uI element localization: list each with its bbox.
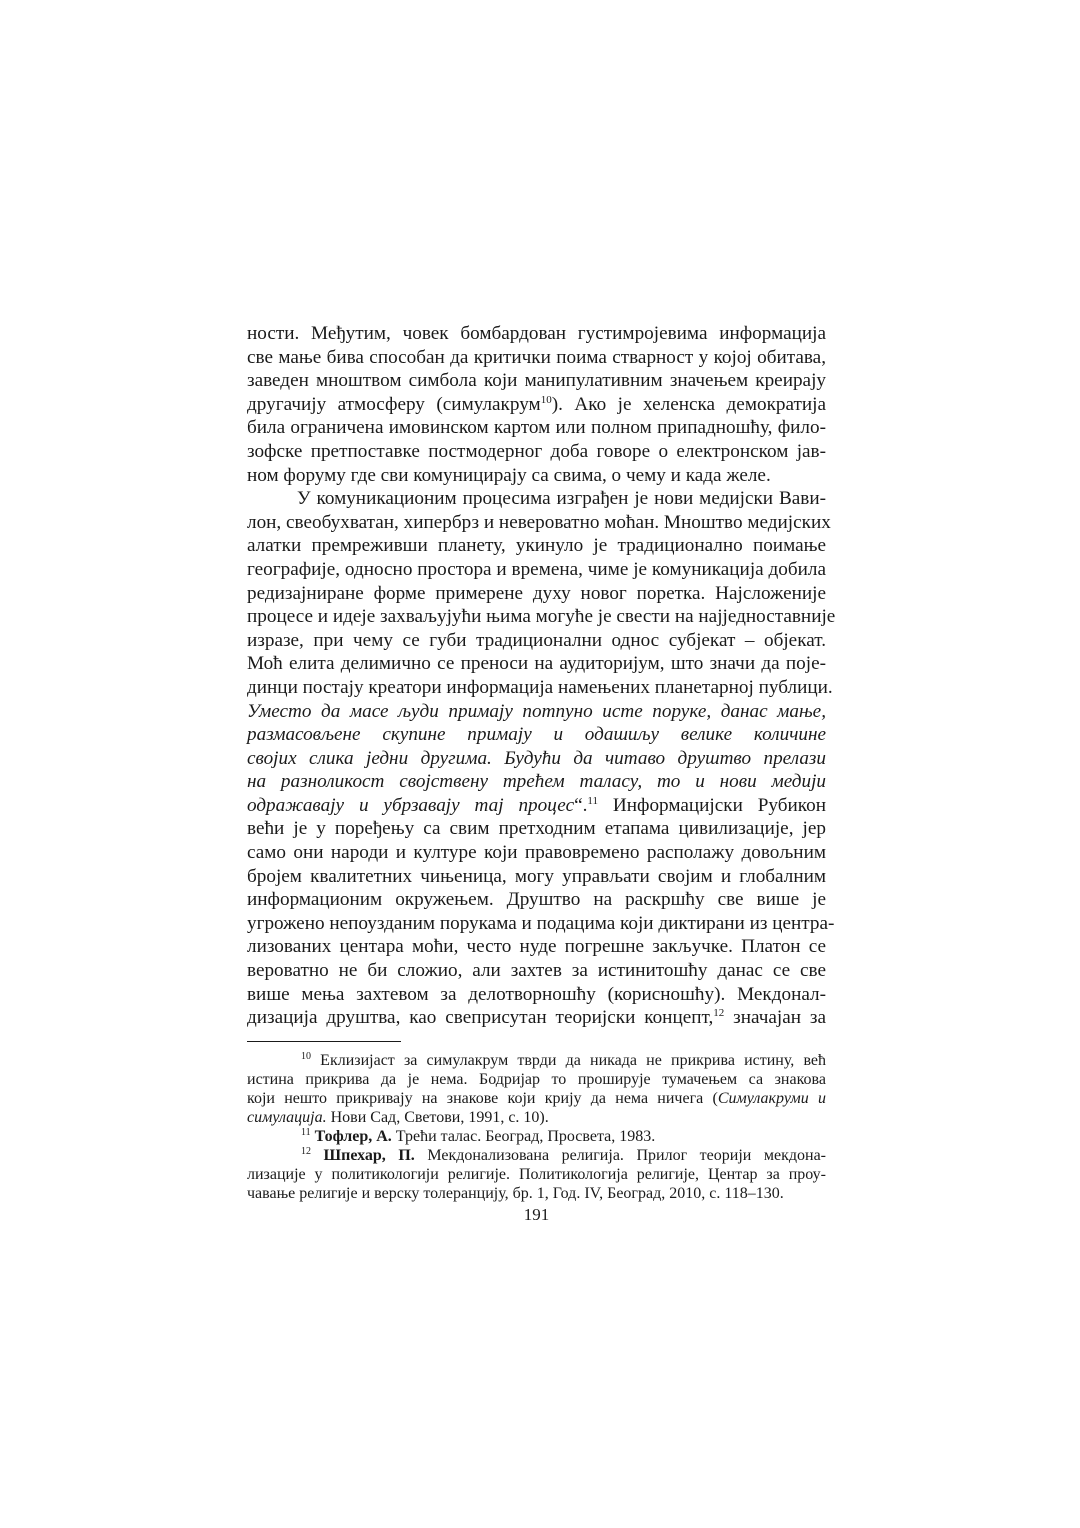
quote-line: Уместо да масе људи примају потпуно исте поруке, данас мање, [247, 700, 826, 722]
text-run: Трећи талас. Београд, Просвета, 1983. [391, 1127, 656, 1145]
text-run: ). Ако је хеленска демократија [551, 393, 826, 415]
quote-line: својих слика једни другима. Будући да читаво друштво прелази [247, 747, 826, 769]
text-block [247, 322, 836, 1203]
text-line: Моћ елита делимично се преноси на аудиторијум, што значи да поје- [247, 653, 826, 675]
book-title: симулација. [247, 1108, 327, 1126]
footnote-author: Тофлер, А. [314, 1127, 392, 1145]
footnote-divider [247, 1041, 401, 1042]
text-run: “. [574, 794, 588, 816]
text-run: који нешто прикривају на знакове који крију да нема ничега ( [247, 1089, 718, 1107]
text-line: била ограничена имовинском картом или полном припадношћу, фило- [247, 417, 826, 439]
footnote-number: 10 [301, 1050, 311, 1062]
quote-run: одражавају и убрзавају тај процес [247, 794, 575, 816]
text-line: само они народи и културе који правовремено располажу довољним [247, 842, 826, 864]
text-line: ности. Међутим, човек бомбардован густимројевима информација [247, 323, 826, 344]
footnote-ref-10[interactable]: 10 [540, 393, 552, 406]
quote-line: на разноликост својствену трећем таласу, то и нови медији [247, 771, 826, 793]
text-line: алатки премреживши планету, укинуло је традиционално поимање [247, 535, 826, 557]
footnote-author: Шпехар, П. [323, 1146, 415, 1164]
text-line [247, 393, 826, 417]
text-line: информационим окружењем. Друштво на раскршћу све више је [247, 889, 826, 911]
text-line [247, 1006, 826, 1030]
page-number: 191 [523, 1205, 550, 1224]
footnote-line [247, 1127, 826, 1146]
text-line: динци постају креатори информација намењених планетарној публици. [247, 676, 833, 698]
paragraph-2 [247, 487, 836, 1030]
footnote-line [247, 1146, 826, 1165]
text-line [247, 794, 826, 818]
text-line: процесе и идеје захваљујући њима могуће је свести на најједноставније [247, 606, 836, 628]
quote-line: размасовљене скупине примају и одашиљу велике количине [247, 724, 826, 746]
footnotes [247, 1051, 826, 1203]
text-run: дизација друштва, као свеприсутан теоријски концепт, [247, 1007, 714, 1029]
text-line: ном форуму где сви комуницирају са свима, о чему и када желе. [247, 464, 771, 486]
footnote-ref-11[interactable]: 11 [587, 794, 599, 807]
footnote-line: лизације у политикологији религије. Политикологија религије, Центар за проу- [247, 1165, 826, 1183]
footnote-line: чавање религије и верску толеранцију, бр. 1, Год. IV, Београд, 2010, с. 118–130. [247, 1184, 784, 1202]
text-line: зофске претпоставке постмодерног доба говоре о електронском јав- [247, 440, 826, 462]
text-line: више мења захтевом за делотворношћу (корисношћу). Мекдонал- [247, 983, 826, 1005]
text-line: бројем квалитетних чињеница, могу управљати својим и глобалним [247, 865, 826, 887]
text-run: другачију атмосферу (симулакрум [247, 393, 541, 415]
text-line: лизованих центара моћи, често нуде погрешне закључке. Платон се [247, 936, 826, 958]
text-line: географије, односно простора и времена, чиме је комуникација добила [247, 558, 826, 580]
text-line: лон, свеобухватан, хипербрз и невероватно моћан. Мноштво медијских [247, 511, 831, 533]
footnote-ref-12[interactable]: 12 [713, 1007, 725, 1020]
paragraph-1 [247, 322, 826, 487]
footnote-number: 11 [301, 1126, 311, 1138]
footnote-10 [247, 1051, 826, 1127]
text-line: редизајниране форме примерене духу новог поретка. Најсложеније [247, 582, 826, 604]
footnote-number: 12 [301, 1145, 311, 1157]
text-run: Мекдонализована религија. Прилог теорији мекдона- [414, 1146, 827, 1164]
footnote-line [247, 1089, 826, 1108]
text-run: Еклизијаст за симулакрум тврди да никада не прикрива истину, већ [320, 1051, 826, 1069]
footnote-12 [247, 1146, 826, 1203]
text-line: изразе, при чему се губи традиционални однос субјекат – објекат. [247, 629, 826, 651]
footnote-line: истина прикрива да је нема. Бодријар то проширује тумачењем са знакова [247, 1070, 826, 1088]
footnote-line [247, 1051, 826, 1070]
text-line: У комуникационим процесима изграђен је нови медијски Вави- [297, 488, 826, 510]
text-run: Информацијски Рубикон [598, 794, 826, 816]
text-line: вероватно не би сложио, али захтев за истинитошћу данас се све [247, 960, 826, 982]
text-line: све мање бива способан да критички поима стварност у којој обитава, [247, 346, 826, 368]
footnote-line [247, 1108, 826, 1127]
book-title: Симулакруми и [717, 1089, 826, 1107]
text-line: угрожено непоузданим порукама и подацима који диктирани из центра- [247, 912, 835, 934]
text-line: заведен мноштвом симбола који манипулативним значењем креирају [247, 370, 826, 392]
footnote-11 [247, 1127, 826, 1146]
text-run: значајан за [724, 1007, 826, 1029]
text-line: већи је у поређењу са свим претходним етапама цивилизације, јер [247, 818, 826, 840]
text-run: Нови Сад, Светови, 1991, с. 10). [326, 1108, 549, 1126]
body-text [247, 322, 836, 1030]
